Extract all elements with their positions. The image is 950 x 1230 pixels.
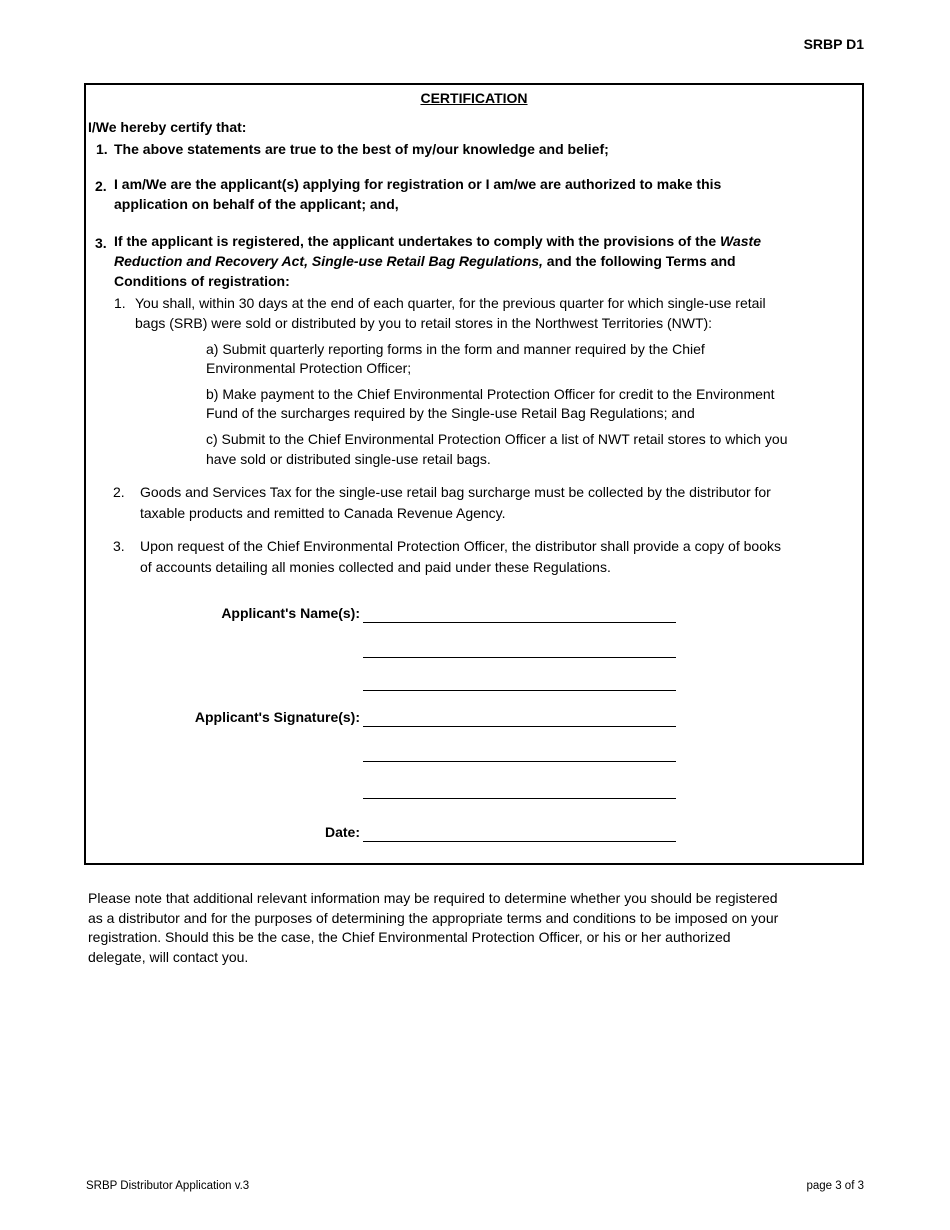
certification-title: CERTIFICATION (420, 90, 528, 106)
term-1-line1: You shall, within 30 days at the end of each quarter, for the previous quarter for which single-use retail (135, 295, 766, 311)
applicant-name-line-3[interactable] (363, 690, 676, 691)
cert-item-1-number: 1. (96, 141, 108, 157)
term-1b-line2: Fund of the surcharges required by the Single-use Retail Bag Regulations; and (206, 405, 695, 421)
cert-item-2-line2: application on behalf of the applicant; and, (114, 196, 399, 212)
certification-box (84, 83, 864, 865)
applicant-signature-line-3[interactable] (363, 798, 676, 799)
term-1c-line2: have sold or distributed single-use retail bags. (206, 451, 491, 467)
cert-item-3-regulation-title: Reduction and Recovery Act, Single-use Retail Bag Regulations, (114, 253, 543, 269)
term-3-number: 3. (113, 538, 125, 554)
registration-note (88, 889, 858, 967)
note-line-2: as a distributor and for the purposes of determining the appropriate terms and conditions to be imposed on your (88, 909, 779, 926)
term-1a-line1: a) Submit quarterly reporting forms in the form and manner required by the Chief (206, 341, 705, 357)
date-label: Date: (324, 824, 360, 840)
cert-item-1-text: The above statements are true to the best of my/our knowledge and belief; (114, 141, 609, 157)
note-line-1: Please note that additional relevant information may be required to determine whether you should be registered (88, 890, 778, 906)
note-line-3: registration. Should this be the case, the Chief Environmental Protection Officer, or his or her authorized (88, 929, 731, 945)
applicant-signature-line-1[interactable] (363, 726, 676, 727)
applicant-names-label: Applicant's Name(s): (221, 605, 360, 621)
term-3-line1: Upon request of the Chief Environmental Protection Officer, the distributor shall provide a copy of books (140, 538, 781, 554)
cert-item-3-line1 (114, 231, 761, 251)
term-1-line2: bags (SRB) were sold or distributed by you to retail stores in the Northwest Territories (NWT): (135, 315, 713, 331)
cert-item-3-number: 3. (95, 235, 107, 251)
cert-item-3-act-title: Waste (720, 233, 761, 249)
applicant-name-line-2[interactable] (363, 657, 676, 658)
applicant-signature-line-2[interactable] (363, 761, 676, 762)
cert-item-3-line2-text: and the following Terms and (542, 253, 736, 269)
term-2-number: 2. (113, 484, 125, 500)
cert-item-3-line3: Conditions of registration: (114, 273, 290, 289)
certification-intro: I/We hereby certify that: (88, 119, 247, 135)
cert-item-2-number: 2. (95, 178, 107, 194)
date-line[interactable] (363, 841, 676, 842)
form-code: SRBP D1 (803, 36, 864, 52)
term-1c-line1: c) Submit to the Chief Environmental Protection Officer a list of NWT retail stores to which you (206, 431, 788, 447)
cert-item-3-line1-text: If the applicant is registered, the applicant undertakes to comply with the provisions of the (114, 233, 720, 249)
term-3-line2: of accounts detailing all monies collected and paid under these Regulations. (140, 559, 611, 575)
applicant-signatures-label: Applicant's Signature(s): (194, 709, 360, 725)
term-1b-line1: b) Make payment to the Chief Environmental Protection Officer for credit to the Environment (206, 386, 775, 402)
term-1a-line2: Environmental Protection Officer; (206, 360, 412, 376)
term-2-line1: Goods and Services Tax for the single-use retail bag surcharge must be collected by the distributor for (140, 484, 771, 500)
applicant-name-line-1[interactable] (363, 622, 676, 623)
term-1-number: 1. (114, 295, 126, 311)
cert-item-3-line2 (114, 251, 736, 271)
footer-page-number: page 3 of 3 (806, 1180, 864, 1192)
cert-item-2-line1: I am/We are the applicant(s) applying for registration or I am/we are authorized to make this (114, 176, 722, 192)
term-2-line2: taxable products and remitted to Canada Revenue Agency. (140, 505, 506, 521)
footer-document-name: SRBP Distributor Application v.3 (86, 1180, 250, 1192)
note-line-4: delegate, will contact you. (88, 948, 249, 965)
